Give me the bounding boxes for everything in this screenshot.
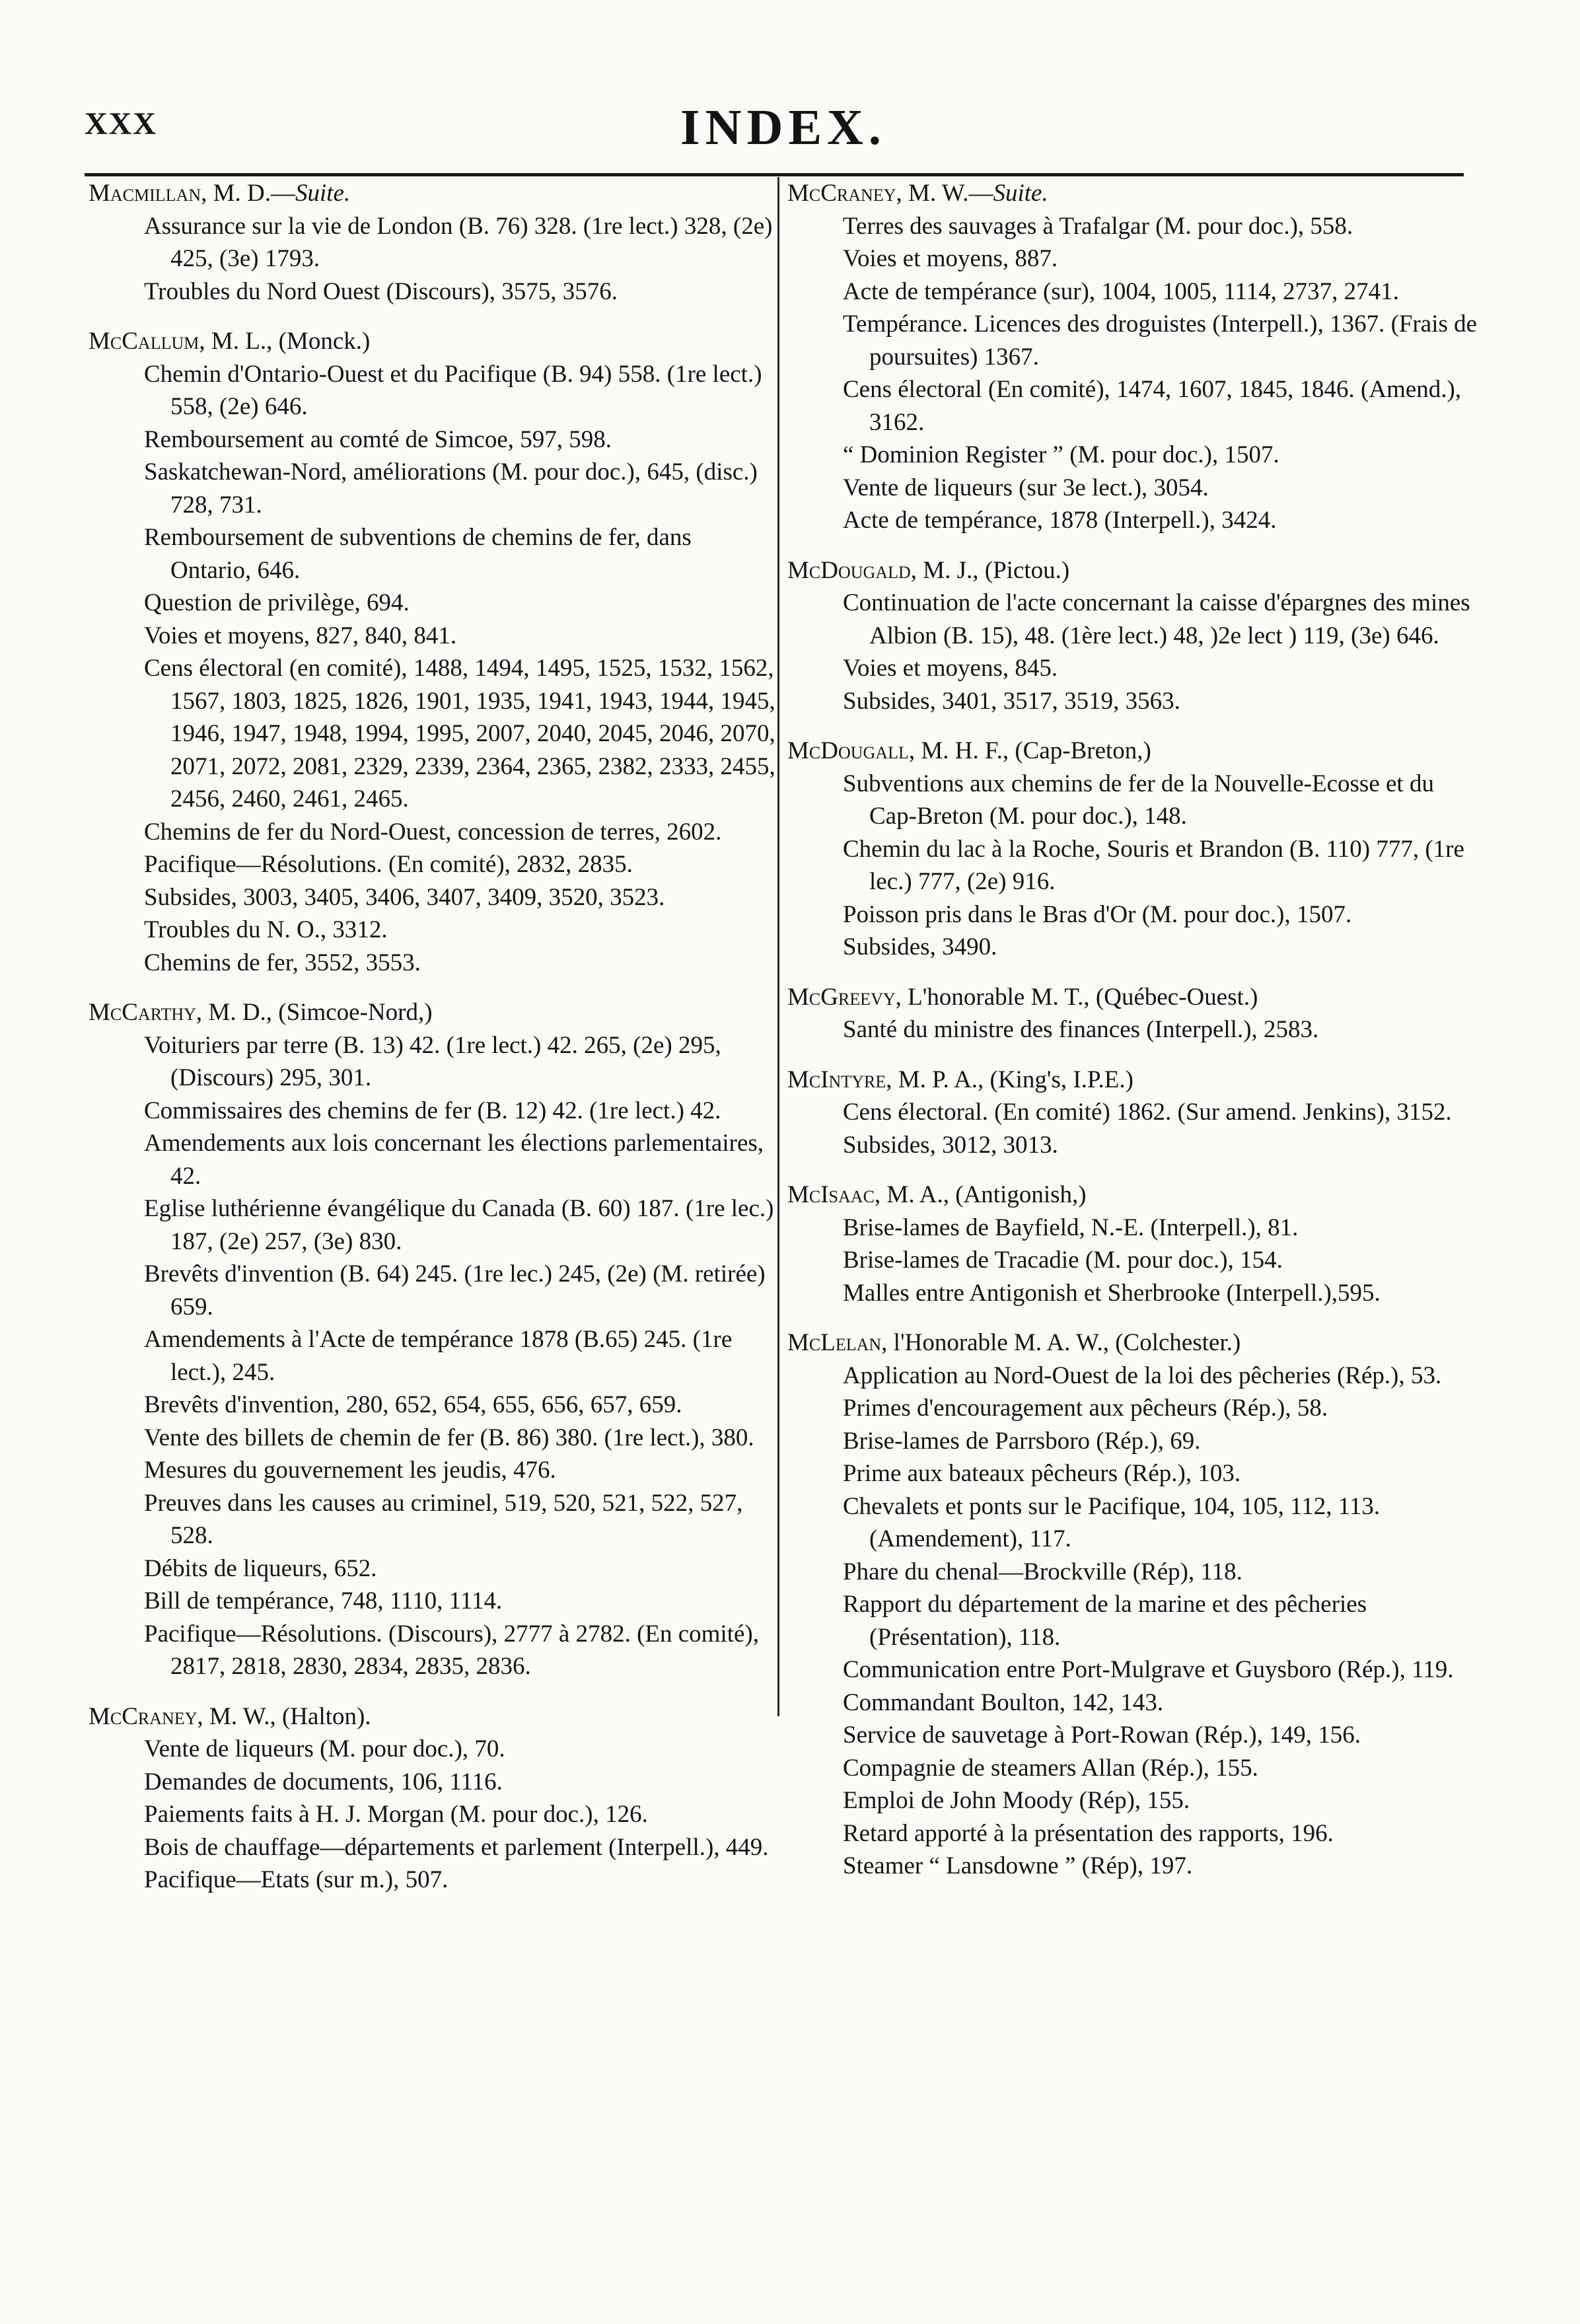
entry-subitem-text: Poisson pris dans le Bras d'Or (M. pour doc.), 1507. bbox=[843, 900, 1352, 928]
entry-subitem-text: Pacifique—Etats (sur m.), 507. bbox=[144, 1866, 449, 1893]
entry-subitem-text: Commissaires des chemins de fer (B. 12) 42. (1re lect.) 42. bbox=[144, 1097, 721, 1124]
entry-subitem bbox=[89, 1323, 775, 1389]
entry-subitem bbox=[787, 1490, 1478, 1556]
entry-subitem-text: Terres des sauvages à Trafalgar (M. pour doc.), 558. bbox=[843, 212, 1353, 240]
entry-subitem-text: Assurance sur la vie de London (B. 76) 328. (1re lect.) 328, (2e) 425, (3e) 1793. bbox=[144, 212, 773, 272]
entry-subitem-text: Primes d'encouragement aux pêcheurs (Rép.), 58. bbox=[843, 1395, 1328, 1422]
entry-subitem-text: Application au Nord-Ouest de la loi des pêcheries (Rép.), 53. bbox=[843, 1362, 1442, 1389]
entry-subitem bbox=[89, 275, 775, 309]
entry-name: McCallum bbox=[89, 328, 199, 355]
entry-subitem bbox=[787, 1277, 1478, 1310]
entry-name: McCraney bbox=[89, 1702, 198, 1730]
entry-details: , M. D.— bbox=[201, 180, 295, 207]
entry-subitem bbox=[787, 833, 1478, 898]
entry-subitem bbox=[89, 1552, 775, 1585]
entry-subitem-text: Brise-lames de Tracadie (M. pour doc.), 154. bbox=[843, 1247, 1283, 1274]
index-entry bbox=[787, 1179, 1478, 1309]
entry-subitem bbox=[787, 210, 1478, 243]
entry-subitem bbox=[89, 1766, 775, 1799]
entry-subitem bbox=[787, 1096, 1478, 1129]
entry-subitem bbox=[787, 931, 1478, 964]
entry-subitem bbox=[89, 816, 775, 849]
entry-subitem bbox=[89, 210, 775, 275]
entry-subitem bbox=[89, 358, 775, 423]
entry-subitem-text: Rapport du département de la marine et des pêcheries (Présentation), 118. bbox=[843, 1591, 1367, 1651]
entry-subitem-text: Question de privilège, 694. bbox=[144, 589, 410, 616]
entry-subitem bbox=[787, 1360, 1478, 1393]
entry-details: , M. A., (Antigonish,) bbox=[874, 1181, 1087, 1208]
entry-subitem-text: Eglise luthérienne évangélique du Canada (B. 60) 187. (1re lec.) 187, (2e) 257, (3e) 830. bbox=[144, 1195, 774, 1255]
entry-subitem-text: Remboursement de subventions de chemins de fer, dans Ontario, 646. bbox=[144, 524, 692, 584]
entry-heading bbox=[787, 981, 1478, 1014]
entry-subitem-text: Subsides, 3401, 3517, 3519, 3563. bbox=[843, 687, 1180, 715]
entry-subitem-text: Vente des billets de chemin de fer (B. 86) 380. (1re lect.), 380. bbox=[144, 1424, 754, 1451]
entry-subitem bbox=[787, 1392, 1478, 1425]
entry-name: McGreevy bbox=[787, 983, 896, 1011]
column-divider bbox=[777, 177, 779, 1716]
index-entry bbox=[89, 177, 775, 308]
index-entry bbox=[89, 996, 775, 1683]
entry-heading bbox=[787, 735, 1478, 768]
entry-subitem-text: Amendements à l'Acte de tempérance 1878 (B.65) 245. (1re lect.), 245. bbox=[144, 1326, 733, 1386]
entry-name: McCarthy bbox=[89, 999, 196, 1026]
entry-subitem-text: Acte de tempérance, 1878 (Interpell.), 3424. bbox=[843, 507, 1277, 534]
entry-subitem-text: Amendements aux lois concernant les élections parlementaires, 42. bbox=[144, 1130, 764, 1190]
entry-subitem bbox=[89, 1192, 775, 1258]
entry-subitem bbox=[787, 1588, 1478, 1653]
entry-subitem-text: Subsides, 3490. bbox=[843, 933, 997, 961]
entry-subitem bbox=[787, 1850, 1478, 1883]
entry-subitem-text: Chevalets et ponts sur le Pacifique, 104, 105, 112, 113. (Amendement), 117. bbox=[843, 1492, 1381, 1552]
entry-subitem bbox=[787, 373, 1478, 439]
entry-subitem bbox=[787, 1687, 1478, 1720]
entry-subitem bbox=[89, 1029, 775, 1095]
entry-subitem bbox=[787, 1244, 1478, 1277]
entry-subitem bbox=[89, 1733, 775, 1766]
entry-subitem-text: Saskatchewan-Nord, améliorations (M. pour doc.), 645, (disc.) 728, 731. bbox=[144, 458, 758, 519]
entry-name: McDougald bbox=[787, 556, 911, 584]
index-entry bbox=[787, 177, 1478, 537]
entry-name: McIsaac bbox=[787, 1181, 875, 1208]
entry-subitem bbox=[787, 308, 1478, 373]
entry-subitem bbox=[787, 1556, 1478, 1589]
entry-name: McCraney bbox=[787, 180, 896, 207]
entry-details: , M. W., (Halton). bbox=[197, 1702, 371, 1730]
entry-subitem bbox=[89, 1095, 775, 1128]
left-column bbox=[89, 177, 775, 1914]
entry-subitem bbox=[787, 275, 1478, 309]
entry-subitem-text: Service de sauvetage à Port-Rowan (Rép.), 149, 156. bbox=[843, 1722, 1361, 1749]
entry-details: , M. P. A., (King's, I.P.E.) bbox=[886, 1066, 1133, 1093]
entry-subitem bbox=[89, 914, 775, 947]
entry-subitem-text: Chemins de fer, 3552, 3553. bbox=[144, 949, 421, 976]
entry-subitem bbox=[89, 587, 775, 620]
entry-subitem-text: Voituriers par terre (B. 13) 42. (1re lect.) 42. 265, (2e) 295, (Discours) 295, 301. bbox=[144, 1031, 721, 1091]
entry-subitem bbox=[787, 685, 1478, 718]
entry-subitem bbox=[787, 1013, 1478, 1046]
page-title: INDEX. bbox=[680, 100, 886, 155]
entry-details: , l'Honorable M. A. W., (Colchester.) bbox=[881, 1329, 1241, 1356]
entry-subitem-text: Troubles du Nord Ouest (Discours), 3575, 3576. bbox=[144, 277, 618, 305]
entry-subitem bbox=[787, 1752, 1478, 1785]
entry-subitem-text: Continuation de l'acte concernant la caisse d'épargnes des mines Albion (B. 15), 48. (1ère lect.) 48, )2e lect ) 119, (3e) 646. bbox=[843, 589, 1470, 649]
entry-subitem bbox=[89, 1585, 775, 1618]
entry-subitem-text: Santé du ministre des finances (Interpell.), 2583. bbox=[843, 1016, 1319, 1043]
entry-subitem bbox=[89, 1389, 775, 1422]
entry-name: McDougall bbox=[787, 737, 909, 764]
entry-heading bbox=[787, 1064, 1478, 1097]
entry-subitem-text: Voies et moyens, 827, 840, 841. bbox=[144, 622, 457, 649]
entry-subitem bbox=[787, 652, 1478, 685]
entry-subitem-text: Tempérance. Licences des droguistes (Interpell.), 1367. (Frais de poursuites) 1367. bbox=[843, 310, 1478, 371]
entry-details: , M. H. F., (Cap-Breton,) bbox=[908, 737, 1151, 764]
entry-subitem-text: Retard apporté à la présentation des rapports, 196. bbox=[843, 1819, 1334, 1847]
entry-subitem bbox=[787, 1457, 1478, 1490]
entry-subitem-text: Preuves dans les causes au criminel, 519, 520, 521, 522, 527, 528. bbox=[144, 1489, 743, 1549]
entry-details: , M. D., (Simcoe-Nord,) bbox=[196, 999, 433, 1026]
entry-subitem-text: Pacifique—Résolutions. (Discours), 2777 à 2782. (En comité), 2817, 2818, 2830, 2834, 2835, 2836. bbox=[144, 1620, 759, 1680]
entry-subitem bbox=[787, 1817, 1478, 1850]
entry-subitem bbox=[89, 521, 775, 587]
entry-heading bbox=[787, 1326, 1478, 1360]
entry-subitem-text: Remboursement au comté de Simcoe, 597, 598. bbox=[144, 425, 612, 453]
entry-name: McIntyre bbox=[787, 1066, 886, 1093]
entry-subitem-text: Communication entre Port-Mulgrave et Guysboro (Rép.), 119. bbox=[843, 1656, 1454, 1683]
entry-details: , M. J., (Pictou.) bbox=[910, 556, 1070, 584]
index-entry bbox=[787, 1326, 1478, 1883]
entry-subitem-text: Commandant Boulton, 142, 143. bbox=[843, 1689, 1164, 1716]
entry-heading bbox=[787, 177, 1478, 210]
entry-subitem-text: Subsides, 3003, 3405, 3406, 3407, 3409, 3520, 3523. bbox=[144, 883, 665, 911]
entry-subitem-text: Chemin du lac à la Roche, Souris et Brandon (B. 110) 777, (1re lec.) 777, (2e) 916. bbox=[843, 835, 1464, 895]
entry-subitem-text: “ Dominion Register ” (M. pour doc.), 1507. bbox=[843, 441, 1279, 468]
entry-subitem-text: Pacifique—Résolutions. (En comité), 2832, 2835. bbox=[144, 851, 633, 878]
entry-details: , M. L., (Monck.) bbox=[199, 328, 371, 355]
entry-subitem bbox=[787, 1212, 1478, 1245]
entry-subitem-text: Vente de liqueurs (M. pour doc.), 70. bbox=[144, 1735, 505, 1762]
entry-subitem bbox=[89, 1422, 775, 1455]
entry-subitem bbox=[89, 456, 775, 521]
entry-subitem-text: Bill de tempérance, 748, 1110, 1114. bbox=[144, 1587, 503, 1615]
entry-subitem-text: Acte de tempérance (sur), 1004, 1005, 1114, 2737, 2741. bbox=[843, 277, 1399, 305]
entry-subitem bbox=[89, 1864, 775, 1897]
entry-subitem-text: Brise-lames de Parrsboro (Rép.), 69. bbox=[843, 1427, 1201, 1455]
entry-subitem-text: Mesures du gouvernement les jeudis, 476. bbox=[144, 1457, 556, 1484]
entry-subitem-text: Chemins de fer du Nord-Ouest, concession de terres, 2602. bbox=[144, 818, 722, 846]
index-entry bbox=[89, 325, 775, 979]
entry-subitem-text: Compagnie de steamers Allan (Rép.), 155. bbox=[843, 1754, 1258, 1782]
entry-subitem bbox=[787, 504, 1478, 537]
index-entry bbox=[787, 735, 1478, 964]
entry-subitem-text: Emploi de John Moody (Rép), 155. bbox=[843, 1787, 1190, 1814]
entry-subitem bbox=[89, 881, 775, 914]
entry-subitem-text: Bois de chauffage—départements et parlement (Interpell.), 449. bbox=[144, 1833, 769, 1861]
entry-heading bbox=[787, 554, 1478, 587]
entry-subitem bbox=[787, 1425, 1478, 1458]
entry-subitem bbox=[89, 1127, 775, 1192]
entry-subitem-text: Cens électoral. (En comité) 1862. (Sur amend. Jenkins), 3152. bbox=[843, 1099, 1452, 1126]
entry-subitem-text: Cens électoral (En comité), 1474, 1607, 1845, 1846. (Amend.), 3162. bbox=[843, 376, 1462, 436]
entry-subitem-text: Brise-lames de Bayfield, N.-E. (Interpell.), 81. bbox=[843, 1214, 1299, 1241]
entry-name: McLelan bbox=[787, 1329, 882, 1356]
entry-subitem-text: Troubles du N. O., 3312. bbox=[144, 916, 388, 943]
entry-subitem-text: Voies et moyens, 845. bbox=[843, 655, 1058, 682]
entry-details: , L'honorable M. T., (Québec-Ouest.) bbox=[895, 983, 1258, 1011]
entry-subitem-text: Steamer “ Lansdowne ” (Rép), 197. bbox=[843, 1852, 1193, 1879]
entry-name: Macmillan bbox=[89, 180, 201, 207]
entry-heading bbox=[89, 996, 775, 1029]
entry-subitem bbox=[89, 1618, 775, 1683]
entry-subitem-text: Chemin d'Ontario-Ouest et du Pacifique (B. 94) 558. (1re lect.) 558, (2e) 646. bbox=[144, 360, 762, 420]
entry-subitem bbox=[89, 1258, 775, 1323]
index-entry bbox=[787, 554, 1478, 718]
entry-heading bbox=[89, 177, 775, 210]
entry-subitem bbox=[89, 620, 775, 653]
entry-subitem bbox=[89, 947, 775, 980]
index-entry bbox=[787, 981, 1478, 1046]
entry-subitem bbox=[787, 768, 1478, 833]
entry-subitem-text: Prime aux bateaux pêcheurs (Rép.), 103. bbox=[843, 1460, 1241, 1487]
entry-subitem bbox=[787, 898, 1478, 931]
entry-details: , M. W.— bbox=[896, 180, 993, 207]
entry-subitem-text: Brevêts d'invention (B. 64) 245. (1re lec.) 245, (2e) (M. retirée) 659. bbox=[144, 1260, 766, 1321]
entry-subitem-text: Vente de liqueurs (sur 3e lect.), 3054. bbox=[843, 474, 1209, 501]
entry-subitem bbox=[787, 242, 1478, 275]
entry-subitem bbox=[787, 472, 1478, 505]
page-number: XXX bbox=[85, 106, 157, 141]
entry-subitem-text: Voies et moyens, 887. bbox=[843, 245, 1058, 272]
entry-subitem-text: Subventions aux chemins de fer de la Nouvelle-Ecosse et du Cap-Breton (M. pour doc.), 148. bbox=[843, 770, 1434, 830]
entry-subitem bbox=[787, 1719, 1478, 1752]
right-column bbox=[787, 177, 1478, 1900]
entry-subitem-text: Débits de liqueurs, 652. bbox=[144, 1554, 377, 1582]
entry-suite: Suite. bbox=[295, 180, 351, 207]
entry-subitem-text: Brevêts d'invention, 280, 652, 654, 655, 656, 657, 659. bbox=[144, 1391, 682, 1418]
entry-subitem bbox=[89, 1454, 775, 1487]
entry-subitem bbox=[89, 652, 775, 816]
entry-subitem bbox=[787, 439, 1478, 472]
index-entry bbox=[787, 1064, 1478, 1162]
header-rule bbox=[85, 173, 1464, 176]
entry-subitem bbox=[89, 1831, 775, 1864]
entry-subitem bbox=[787, 587, 1478, 652]
entry-heading bbox=[787, 1179, 1478, 1212]
entry-subitem-text: Malles entre Antigonish et Sherbrooke (Interpell.),595. bbox=[843, 1279, 1381, 1307]
entry-subitem bbox=[89, 848, 775, 881]
entry-subitem bbox=[787, 1129, 1478, 1162]
entry-subitem bbox=[787, 1784, 1478, 1817]
entry-subitem-text: Subsides, 3012, 3013. bbox=[843, 1131, 1058, 1159]
entry-subitem bbox=[787, 1653, 1478, 1687]
entry-suite: Suite. bbox=[993, 180, 1048, 207]
entry-subitem bbox=[89, 1487, 775, 1552]
index-entry bbox=[89, 1700, 775, 1897]
entry-subitem-text: Demandes de documents, 106, 1116. bbox=[144, 1768, 503, 1796]
entry-heading bbox=[89, 1700, 775, 1733]
entry-subitem-text: Cens électoral (en comité), 1488, 1494, 1495, 1525, 1532, 1562, 1567, 1803, 1825, 1826, 1901, 1935, 1941, 1943, 1944, 1945, 1946, 1947, 1948, 1994, 1995, 2007, 2040, 2045, 2046, 2070, 2071, 2072, 2081, 2329, 2339, 2364, 2365, 2382, 2333, 2455, 2456, 2460, 2461, 2465. bbox=[144, 655, 775, 813]
entry-subitem bbox=[89, 1798, 775, 1831]
entry-heading bbox=[89, 325, 775, 358]
entry-subitem-text: Paiements faits à H. J. Morgan (M. pour doc.), 126. bbox=[144, 1801, 648, 1828]
entry-subitem-text: Phare du chenal—Brockville (Rép), 118. bbox=[843, 1558, 1242, 1585]
entry-subitem bbox=[89, 423, 775, 456]
